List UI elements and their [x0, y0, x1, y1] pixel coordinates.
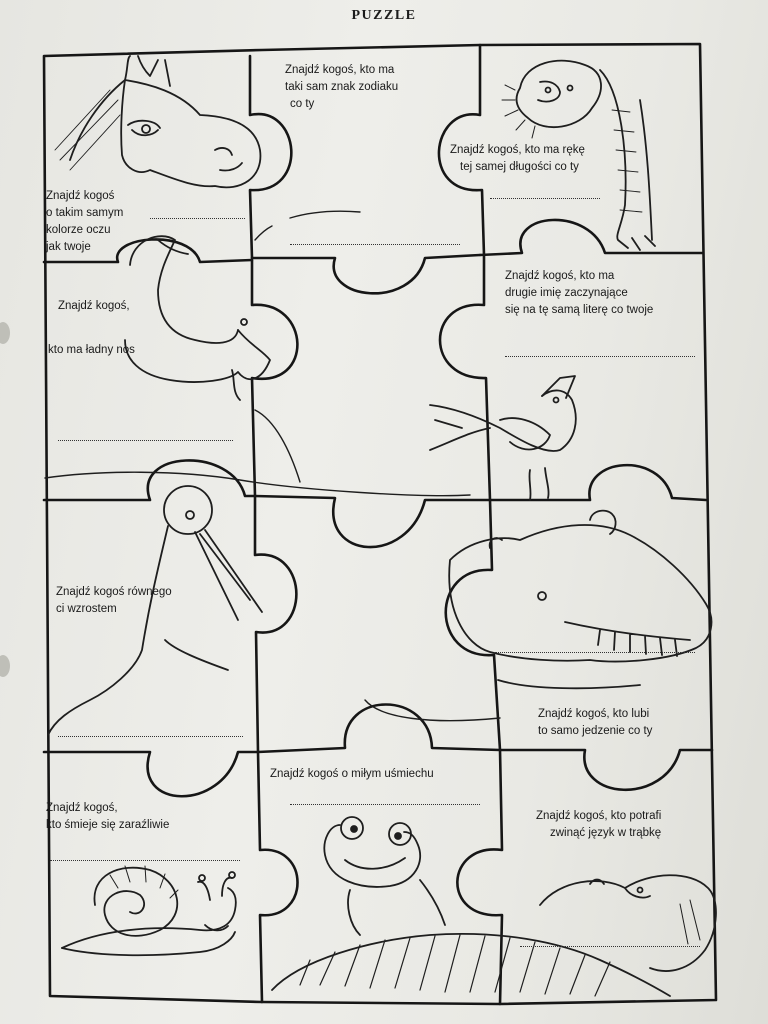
task-text-nose-line2: kto ma ładny nos: [48, 344, 135, 356]
task-text-height-line2: ci wzrostem: [56, 603, 117, 615]
task-text-tongue-line2: zwinąć język w trąbkę: [550, 827, 662, 839]
puzzle-edge: [457, 750, 502, 1004]
bird-drawing: [430, 376, 576, 500]
task-text-tongue-line1: Znajdź kogoś, kto potrafi: [536, 810, 662, 822]
task-text-laugh-line2: kto śmieje się zaraźliwie: [46, 819, 170, 831]
task-text-height-line1: Znajdź kogoś równego: [56, 586, 172, 598]
answer-line: [495, 652, 695, 653]
answer-line: [505, 356, 695, 357]
task-text-second-name-line1: Znajdź kogoś, kto ma: [505, 270, 615, 282]
answer-line: [58, 440, 233, 441]
puzzle-edge: [255, 496, 490, 547]
task-text-food-line1: Znajdź kogoś, kto lubi: [538, 708, 650, 720]
reptile-drawing: [272, 875, 716, 996]
task-text-arm-line1: Znajdź kogoś, kto ma rękę: [450, 144, 585, 156]
task-text-laugh-line1: Znajdź kogoś,: [46, 802, 118, 814]
task-text-second-name-line2: drugie imię zaczynające: [505, 287, 628, 299]
puzzle-edge: [258, 705, 500, 753]
puzzle-edge: [252, 255, 480, 293]
task-text-eye-color-line2: o takim samym: [46, 207, 124, 219]
puzzle-edge: [446, 500, 500, 750]
puzzle-edge: [490, 465, 706, 500]
hippo-drawing: [449, 511, 711, 689]
puzzle-edge: [480, 220, 702, 255]
task-text-eye-color-line3: kolorze oczu: [46, 224, 111, 236]
page-title: PUZZLE: [351, 8, 417, 23]
task-text-zodiac-line1: Znajdź kogoś, kto ma: [285, 64, 395, 76]
answer-line: [150, 218, 245, 219]
task-text-smile: Znajdź kogoś o miłym uśmiechu: [270, 768, 434, 780]
puzzle-edge: [255, 496, 296, 752]
answer-line: [290, 804, 480, 805]
task-text-nose-line1: Znajdź kogoś,: [58, 300, 130, 312]
answer-line: [520, 946, 700, 947]
answer-line: [290, 244, 460, 245]
task-text-zodiac-line3: co ty: [290, 98, 315, 110]
task-text-second-name-line3: się na tę samą literę co twoje: [505, 304, 654, 316]
answer-line: [58, 736, 243, 737]
answer-line: [490, 198, 600, 199]
horse-drawing: [55, 56, 260, 187]
task-text-zodiac-line2: taki sam znak zodiaku: [285, 81, 399, 93]
puzzle-edge: [252, 260, 297, 496]
task-text-eye-color-line1: Znajdź kogoś: [46, 190, 115, 202]
puzzle-edge: [440, 255, 490, 500]
task-text-arm-line2: tej samej długości co ty: [460, 161, 579, 173]
puzzle-edge: [44, 752, 258, 796]
task-text-eye-color-line4: jak twoje: [46, 241, 91, 253]
snail-drawing: [62, 866, 236, 955]
task-text-food-line2: to samo jedzenie co ty: [538, 725, 653, 737]
puzzle-edge: [500, 750, 712, 790]
frog-drawing: [324, 817, 445, 935]
answer-line: [50, 860, 240, 861]
puzzle-edge: [258, 752, 298, 1002]
puzzle-edge: [44, 460, 255, 500]
